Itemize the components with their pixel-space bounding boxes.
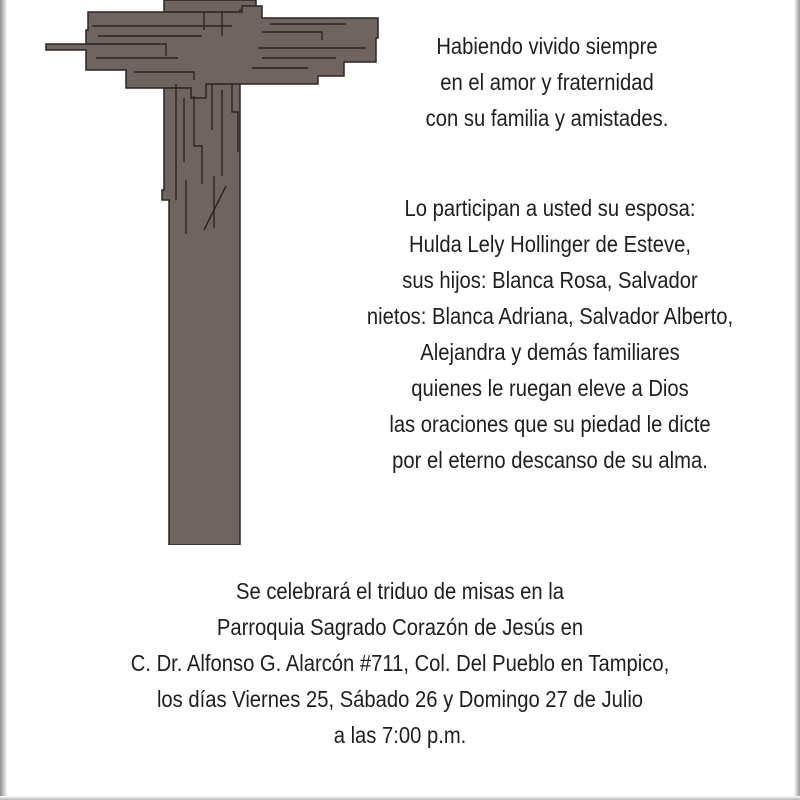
intro-line: con su familia y amistades. [425,105,669,131]
page-bottom-edge-shadow [0,796,800,800]
participants-line: nietos: Blanca Adriana, Salvador Alberto, [366,303,734,329]
intro-line: en el amor y fraternidad [440,69,654,95]
participants-line: Hulda Lely Hollinger de Esteve, [409,231,691,257]
service-paragraph [0,573,800,753]
participants-line: Lo participan a usted su esposa: [404,195,696,221]
participants-line: por el eterno descanso de su alma. [392,447,708,473]
service-line: Se celebrará el triduo de misas en la [235,578,565,604]
intro-line: Habiendo vivido siempre [436,33,658,59]
service-line: a las 7:00 p.m. [333,722,467,748]
service-line: C. Dr. Alfonso G. Alarcón #711, Col. Del Pueblo en Tampico, [130,650,670,676]
service-line: los días Viernes 25, Sábado 26 y Domingo 27 de Julio [156,686,644,712]
participants-line: quienes le ruegan eleve a Dios [411,375,689,401]
participants-line: las oraciones que su piedad le dicte [389,411,711,437]
participants-line: Alejandra y demás familiares [420,339,680,365]
participants-paragraph [305,190,795,478]
participants-line: sus hijos: Blanca Rosa, Salvador [402,267,698,293]
service-line: Parroquia Sagrado Corazón de Jesús en [216,614,584,640]
intro-paragraph [372,28,722,136]
